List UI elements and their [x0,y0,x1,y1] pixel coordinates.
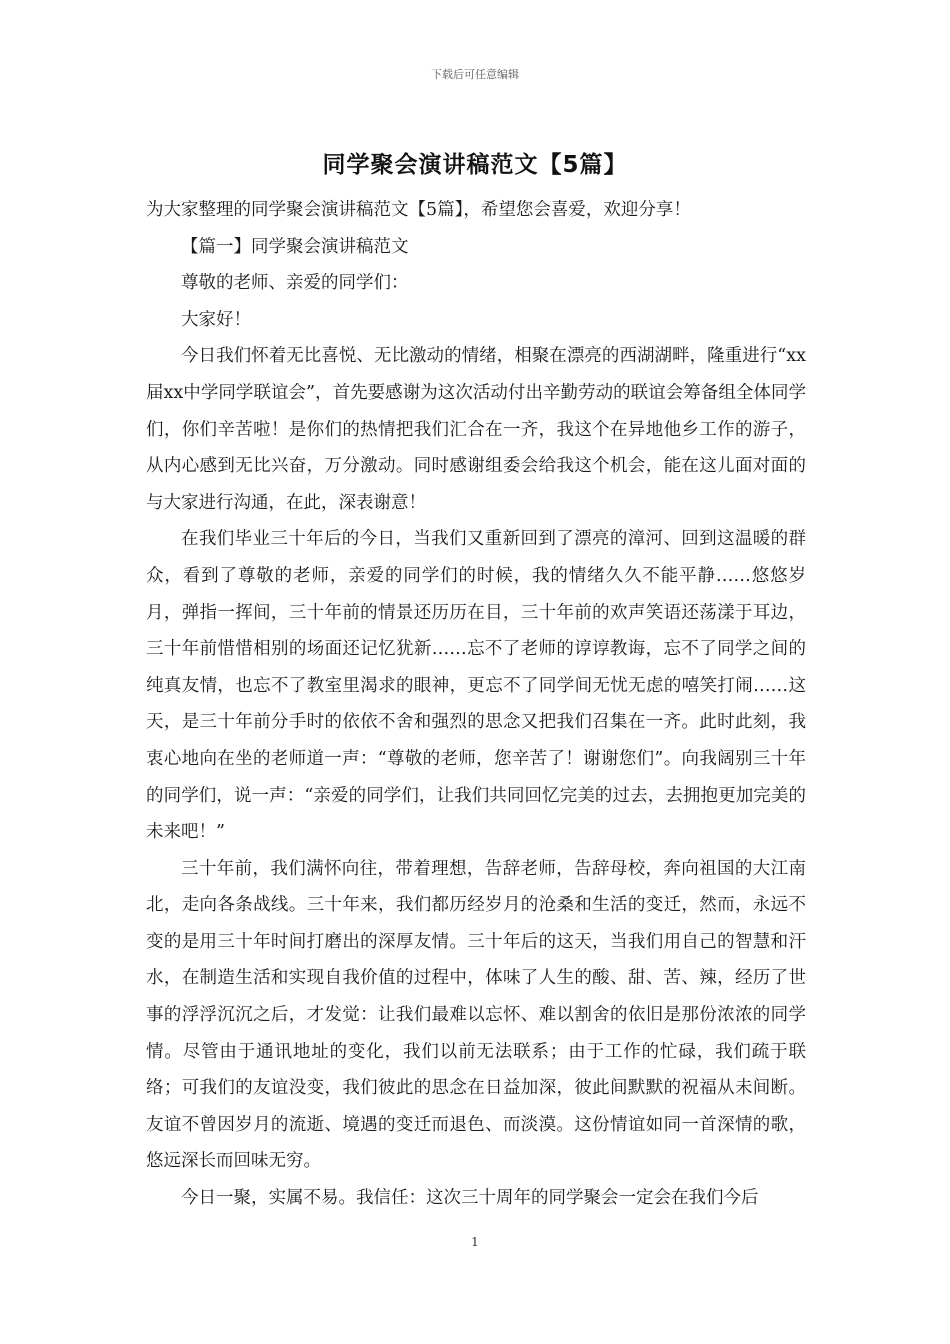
salutation: 尊敬的老师、亲爱的同学们： [181,273,409,294]
intro-paragraph: 为大家整理的同学聚会演讲稿范文【5篇】，希望您会喜爱，欢迎分享！ [146,200,691,220]
page-header-note: 下载后可任意编辑 [431,68,519,81]
body-paragraph: 今日一聚，实属不易。我信任：这次三十周年的同学聚会一定会在我们今后 [181,1188,759,1209]
body-paragraph: 今日我们怀着无比喜悦、无比激动的情绪，相聚在漂亮的西湖湖畔，隆重进行“xx届xx中学同学联谊会”，首先要感谢为这次活动付出辛勤劳动的联谊会筹备组全体同学们，你们辛苦啦！是你们的热情把我们汇合在一齐，我这个在异地他乡工作的游子，从内心感到无比兴奋，万分激动。同时感谢组委会给我这个机会，能在这儿面对面的与大家进行沟通，在此，深表谢意！ [146,346,806,513]
document-title: 同学聚会演讲稿范文【5篇】 [322,152,628,178]
section-heading: 【篇一】同学聚会演讲稿范文 [181,236,409,257]
greeting: 大家好！ [181,309,251,330]
body-paragraph: 三十年前，我们满怀向往，带着理想，告辞老师，告辞母校，奔向祖国的大江南北，走向各条战线。三十年来，我们都历经岁月的沧桑和生活的变迁，然而，永远不变的是用三十年时间打磨出的深厚友情。三十年后的这天，当我们用自己的智慧和汗水，在制造生活和实现自我价值的过程中，体味了人生的酸、甜、苦、辣，经历了世事的浮浮沉沉之后，才发觉：让我们最难以忘怀、难以割舍的依旧是那份浓浓的同学情。尽管由于通讯地址的变化，我们以前无法联系；由于工作的忙碌，我们疏于联络；可我们的友谊没变，我们彼此的思念在日益加深，彼此间默默的祝福从未间断。友谊不曾因岁月的流逝、境遇的变迁而退色、而淡漠。这份情谊如同一首深情的歌，悠远深长而回味无穷。 [146,858,806,1172]
document-body [146,192,806,1217]
body-paragraph: 在我们毕业三十年后的今日，当我们又重新回到了漂亮的漳河、回到这温暖的群众，看到了尊敬的老师，亲爱的同学们的时候，我的情绪久久不能平静……悠悠岁月，弹指一挥间，三十年前的情景还历历在目，三十年前的欢声笑语还荡漾于耳边，三十年前惜惜相别的场面还记忆犹新……忘不了老师的谆谆教诲，忘不了同学之间的纯真友情，也忘不了教室里渴求的眼神，更忘不了同学间无忧无虑的嘻笑打闹……这天，是三十年前分手时的依依不舍和强烈的思念又把我们召集在一齐。此时此刻，我衷心地向在坐的老师道一声：“尊敬的老师，您辛苦了！谢谢您们”。向我阔别三十年的同学们，说一声：“亲爱的同学们，让我们共同回忆完美的过去，去拥抱更加完美的未来吧！” [146,529,806,843]
page-number: 1 [471,1235,479,1249]
